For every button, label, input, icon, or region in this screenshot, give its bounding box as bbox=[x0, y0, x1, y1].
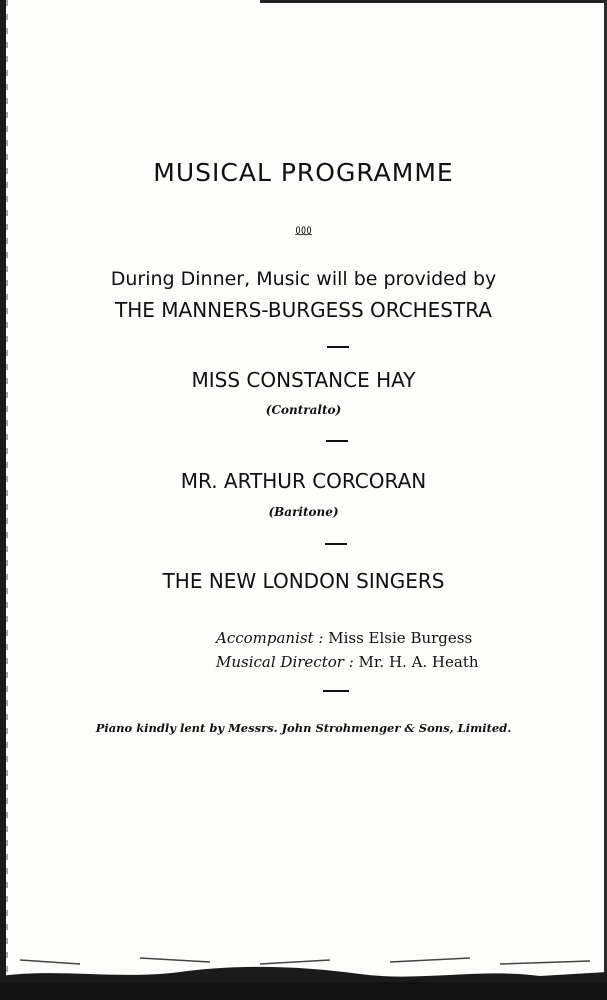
scan-bottom-edge bbox=[0, 982, 607, 1000]
credit-person: Mr. H. A. Heath bbox=[358, 653, 479, 671]
page-title: MUSICAL PROGRAMME bbox=[153, 158, 454, 187]
credit-accompanist bbox=[216, 629, 472, 647]
divider bbox=[327, 346, 349, 348]
orchestra-intro: During Dinner, Music will be provided by bbox=[110, 268, 497, 290]
piano-note: Piano kindly lent by Messrs. John Strohmenger & Sons, Limited. bbox=[95, 721, 512, 735]
performer-voice: (Contralto) bbox=[265, 403, 342, 417]
scan-top-edge bbox=[260, 0, 607, 3]
ornament-icon: ⅏ bbox=[295, 220, 312, 239]
scan-left-edge-shadow bbox=[6, 0, 8, 1000]
credit-person: Miss Elsie Burgess bbox=[328, 629, 473, 647]
credit-role: Musical Director : bbox=[216, 653, 354, 671]
credit-musical-director bbox=[216, 653, 479, 671]
divider bbox=[323, 690, 349, 692]
performer-voice: (Baritone) bbox=[268, 505, 339, 519]
orchestra-name: THE MANNERS-BURGESS ORCHESTRA bbox=[115, 298, 492, 322]
scan-bottom-fray bbox=[0, 946, 607, 986]
divider bbox=[325, 543, 347, 545]
credit-role: Accompanist : bbox=[216, 629, 324, 647]
divider bbox=[326, 440, 348, 442]
performer-name: MISS CONSTANCE HAY bbox=[191, 368, 416, 392]
performer-name: MR. ARTHUR CORCORAN bbox=[180, 469, 427, 493]
performer-name: THE NEW LONDON SINGERS bbox=[162, 569, 445, 593]
